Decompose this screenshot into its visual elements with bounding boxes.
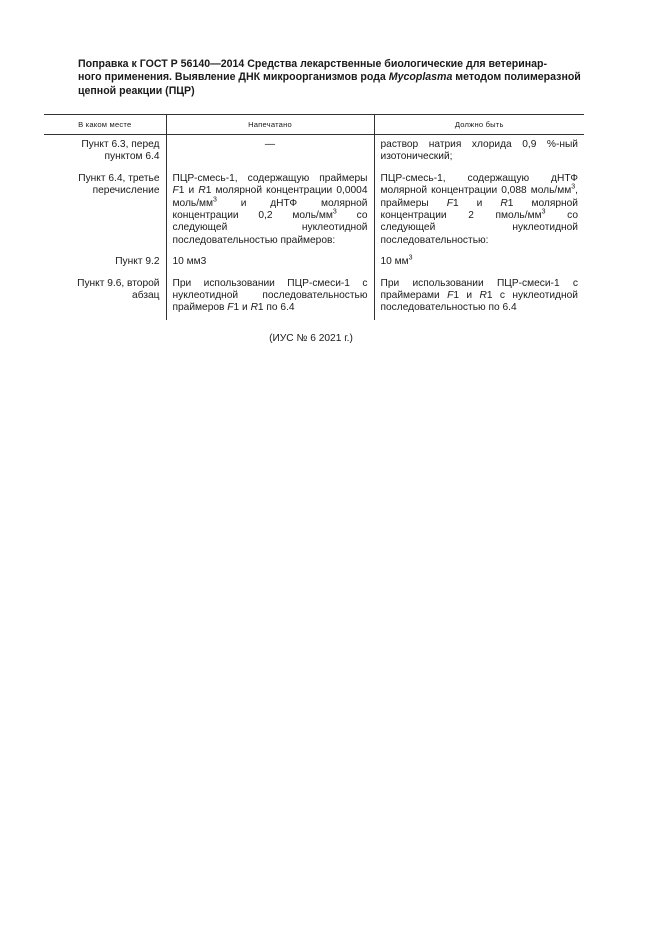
cell-place: Пункт 9.2 [115,256,160,268]
text-fragment: F [227,302,234,314]
table-header-row [44,115,584,135]
title-line-2b: методом полимеразной [452,71,581,84]
text-fragment: F [446,197,453,209]
cell-should-be: раствор натрия хлорида 0,9 %-ный изотонический; [374,135,584,169]
cell-should-be [374,169,584,252]
text-fragment: 1 и [453,290,480,302]
cell-printed [166,274,374,320]
table-row [44,169,584,252]
superscript: 3 [213,196,217,204]
cell-should-be [374,274,584,320]
text-fragment: R [198,185,206,197]
text-fragment: 1 и [178,185,199,197]
title-line-3: цепной реакции (ПЦР) [78,84,195,97]
text-fragment: , праймеры [380,185,578,209]
table-row [44,135,584,169]
amendment-table [44,114,584,320]
title-genus-name: Mycoplasma [388,71,453,84]
cell-printed [166,169,374,252]
header-place: В каком месте [44,115,166,135]
cell-place: Пункт 6.4, третье перечисление [78,172,160,197]
cell-place: Пункт 6.3, перед пунктом 6.4 [81,139,160,163]
ius-reference: (ИУС № 6 2021 г.) [269,333,353,344]
text-fragment: R [250,302,258,314]
text-fragment: 1 с нуклеотидной последовательностью по 6.4 [380,290,578,314]
text-fragment: и дНТФ молярной концентрации 0,2 моль/мм [172,197,368,222]
cell-printed: — [166,135,374,169]
title-line-1: Поправка к ГОСТ Р 56140—2014 Средства лекарственные биологические для ветеринар- [78,58,548,70]
text-fragment: R [479,290,487,302]
cell-printed: 10 мм3 [166,252,374,273]
header-should-be: Должно быть [374,115,584,135]
header-printed: Напечатано [166,115,374,135]
text-fragment: При использовании ПЦР-смеси-1 с праймерами [380,277,578,302]
text-fragment: 10 мм [380,256,409,268]
superscript: 3 [541,208,546,216]
superscript: 3 [571,183,576,191]
text-fragment: ПЦР-смесь-1, содержащую дНТФ молярной концентрации 0,088 моль/мм [380,172,578,197]
text-fragment: F [172,185,179,197]
text-fragment: со следующей нуклеотидной последовательностью: [380,210,578,246]
cell-place: Пункт 9.6, второй абзац [77,277,160,302]
superscript: 3 [332,208,337,216]
text-fragment: 1 и [452,197,501,209]
text-fragment: 1 молярной концентрации 0,0004 моль/мм [172,185,368,209]
text-fragment: F [447,290,454,302]
title-line-2a: ного применения. Выявление ДНК микроорганизмов рода [78,71,389,84]
text-fragment: 1 по 6.4 [257,302,295,314]
text-fragment: 1 и [233,302,251,314]
text-fragment: R [500,197,508,209]
amendment-title [78,58,584,98]
cell-should-be [374,252,584,273]
table-row [44,274,584,320]
table-row [44,252,584,273]
text-fragment: 1 молярной концентрации 2 пмоль/мм [380,197,578,222]
text-fragment: ПЦР-смесь-1, содержащую праймеры [172,172,368,184]
text-fragment: со следующей нуклеотидной последовательностью праймеров: [172,210,368,246]
superscript: 3 [408,254,413,262]
text-fragment: При использовании ПЦР-смеси-1 с нуклеотидной последовательностью праймеров [172,277,368,314]
